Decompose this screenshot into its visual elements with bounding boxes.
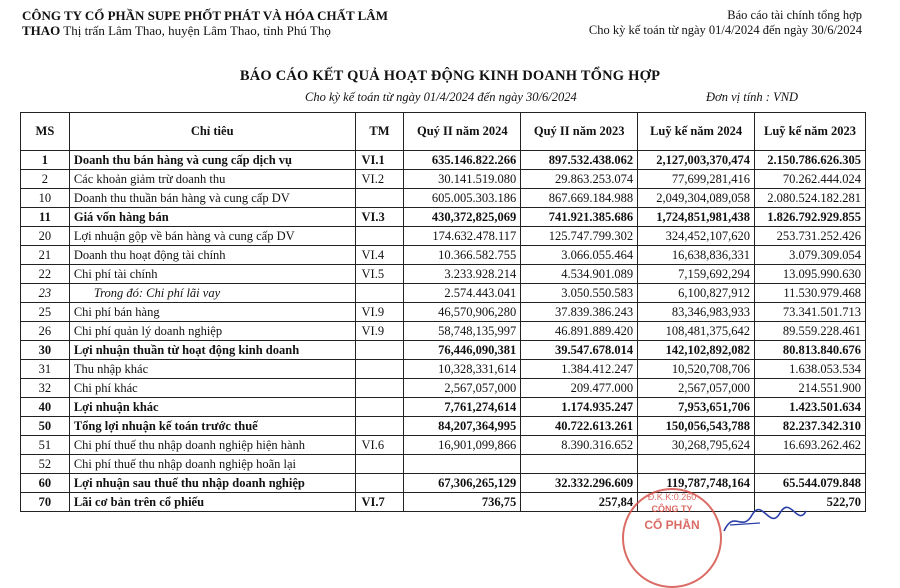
row-tm: [355, 284, 404, 303]
row-q2-2023: 37.839.386.243: [521, 303, 638, 322]
row-name: Chi phí tài chính: [69, 265, 355, 284]
row-q2-2023: 1.384.412.247: [521, 360, 638, 379]
row-tm: [355, 360, 404, 379]
row-lk-2023: 82.237.342.310: [755, 417, 866, 436]
row-ms: 2: [21, 170, 70, 189]
table-row: [21, 227, 866, 246]
row-q2-2024: 58,748,135,997: [404, 322, 521, 341]
subtitle-period: Cho kỳ kế toán từ ngày 01/4/2024 đến ngày 30/6/2024: [305, 90, 577, 104]
table-row: [21, 170, 866, 189]
table-row: [21, 474, 866, 493]
row-ms: 22: [21, 265, 70, 284]
row-lk-2024: 83,346,983,933: [638, 303, 755, 322]
row-tm: [355, 398, 404, 417]
row-name: Các khoản giảm trừ doanh thu: [69, 170, 355, 189]
company-name-cont: THAO: [22, 23, 61, 38]
row-q2-2023: [521, 455, 638, 474]
row-lk-2023: 522,70: [755, 493, 866, 512]
row-ms: 11: [21, 208, 70, 227]
row-ms: 30: [21, 341, 70, 360]
row-ms: 1: [21, 151, 70, 170]
row-name: Doanh thu bán hàng và cung cấp dịch vụ: [69, 151, 355, 170]
row-tm: [355, 379, 404, 398]
report-title: BÁO CÁO KẾT QUẢ HOẠT ĐỘNG KINH DOANH TỔNG HỢP: [239, 68, 661, 84]
row-lk-2023: 13.095.990.630: [755, 265, 866, 284]
row-lk-2024: [638, 455, 755, 474]
company-stamp: [622, 488, 722, 588]
table-row: [21, 360, 866, 379]
row-lk-2024: 6,100,827,912: [638, 284, 755, 303]
row-tm: [355, 341, 404, 360]
row-name: Lãi cơ bản trên cổ phiếu: [69, 493, 355, 512]
row-q2-2023: 8.390.316.652: [521, 436, 638, 455]
row-lk-2024: 324,452,107,620: [638, 227, 755, 246]
row-q2-2024: 84,207,364,995: [404, 417, 521, 436]
row-lk-2023: [755, 455, 866, 474]
row-lk-2023: 65.544.079.848: [755, 474, 866, 493]
row-ms: 50: [21, 417, 70, 436]
row-tm: VI.9: [355, 322, 404, 341]
table-row: [21, 341, 866, 360]
row-tm: VI.1: [355, 151, 404, 170]
address-text: Thị trấn Lâm Thao, huyện Lâm Thao, tỉnh Phú Thọ: [60, 23, 331, 38]
table-row: [21, 284, 866, 303]
row-q2-2024: 30.141.519.080: [404, 170, 521, 189]
row-tm: [355, 227, 404, 246]
col-header-lk-2024: Luỹ kế năm 2024: [638, 113, 755, 151]
row-name: Lợi nhuận thuần từ hoạt động kinh doanh: [69, 341, 355, 360]
row-name: Chi phí thuế thu nhập doanh nghiệp hiện hành: [69, 436, 355, 455]
table-row: [21, 151, 866, 170]
row-ms: 20: [21, 227, 70, 246]
table-row: [21, 246, 866, 265]
row-q2-2024: 3.233.928.214: [404, 265, 521, 284]
row-q2-2023: 29.863.253.074: [521, 170, 638, 189]
row-q2-2023: 125.747.799.302: [521, 227, 638, 246]
row-q2-2024: 430,372,825,069: [404, 208, 521, 227]
row-lk-2023: 11.530.979.468: [755, 284, 866, 303]
table-row: [21, 189, 866, 208]
row-q2-2023: 4.534.901.089: [521, 265, 638, 284]
row-q2-2023: 3.066.055.464: [521, 246, 638, 265]
col-header-q2-2023: Quý II năm 2023: [521, 113, 638, 151]
row-ms: 60: [21, 474, 70, 493]
row-ms: 10: [21, 189, 70, 208]
row-q2-2023: 40.722.613.261: [521, 417, 638, 436]
row-name: Doanh thu hoạt động tài chính: [69, 246, 355, 265]
table-row: [21, 436, 866, 455]
row-q2-2023: 741.921.385.686: [521, 208, 638, 227]
row-lk-2024: 2,049,304,089,058: [638, 189, 755, 208]
row-lk-2024: 77,699,281,416: [638, 170, 755, 189]
table-row: [21, 379, 866, 398]
row-lk-2024: 119,787,748,164: [638, 474, 755, 493]
row-tm: VI.7: [355, 493, 404, 512]
table-row: [21, 322, 866, 341]
row-q2-2023: 3.050.550.583: [521, 284, 638, 303]
report-type: Báo cáo tài chính tổng hợp: [727, 8, 862, 22]
row-lk-2024: 7,953,651,706: [638, 398, 755, 417]
row-ms: 32: [21, 379, 70, 398]
row-lk-2024: 108,481,375,642: [638, 322, 755, 341]
row-name: Thu nhập khác: [69, 360, 355, 379]
col-header-name: Chỉ tiêu: [69, 113, 355, 151]
row-lk-2024: 1,724,851,981,438: [638, 208, 755, 227]
row-q2-2024: 10,328,331,614: [404, 360, 521, 379]
row-q2-2023: 32.332.296.609: [521, 474, 638, 493]
table-row: [21, 455, 866, 474]
row-name: Lợi nhuận khác: [69, 398, 355, 417]
row-lk-2023: 214.551.900: [755, 379, 866, 398]
row-ms: 23: [21, 284, 70, 303]
row-ms: 26: [21, 322, 70, 341]
row-q2-2023: 257,84: [521, 493, 638, 512]
row-tm: VI.3: [355, 208, 404, 227]
row-name: Lợi nhuận sau thuế thu nhập doanh nghiệp: [69, 474, 355, 493]
row-tm: [355, 189, 404, 208]
row-lk-2024: 10,520,708,706: [638, 360, 755, 379]
row-tm: VI.4: [355, 246, 404, 265]
col-header-tm: TM: [355, 113, 404, 151]
row-name: Chi phí khác: [69, 379, 355, 398]
row-q2-2024: [404, 455, 521, 474]
row-name: Chi phí bán hàng: [69, 303, 355, 322]
row-q2-2024: 174.632.478.117: [404, 227, 521, 246]
row-q2-2024: 605.005.303.186: [404, 189, 521, 208]
table-row: [21, 417, 866, 436]
row-lk-2024: 7,159,692,294: [638, 265, 755, 284]
row-q2-2024: 2.574.443.041: [404, 284, 521, 303]
row-lk-2023: 2.080.524.182.281: [755, 189, 866, 208]
row-name: Lợi nhuận gộp về bán hàng và cung cấp DV: [69, 227, 355, 246]
row-q2-2023: 1.174.935.247: [521, 398, 638, 417]
row-lk-2023: 3.079.309.054: [755, 246, 866, 265]
row-name: Chi phí thuế thu nhập doanh nghiệp hoãn lại: [69, 455, 355, 474]
row-lk-2024: 2,127,003,370,474: [638, 151, 755, 170]
row-lk-2023: 73.341.501.713: [755, 303, 866, 322]
row-lk-2023: 1.826.792.929.855: [755, 208, 866, 227]
row-lk-2023: 16.693.262.462: [755, 436, 866, 455]
currency-unit: Đơn vị tính : VND: [706, 90, 799, 104]
signature-mark: [720, 505, 810, 535]
row-ms: 52: [21, 455, 70, 474]
table-row: [21, 303, 866, 322]
col-header-ms: MS: [21, 113, 70, 151]
row-name: Doanh thu thuần bán hàng và cung cấp DV: [69, 189, 355, 208]
company-name: CÔNG TY CỔ PHẦN SUPE PHỐT PHÁT VÀ HÓA CHẤT LÂM: [22, 8, 388, 23]
row-tm: [355, 474, 404, 493]
row-q2-2024: 736,75: [404, 493, 521, 512]
row-lk-2023: 1.423.501.634: [755, 398, 866, 417]
row-q2-2024: 7,761,274,614: [404, 398, 521, 417]
row-lk-2024: 150,056,543,788: [638, 417, 755, 436]
row-lk-2023: 253.731.252.426: [755, 227, 866, 246]
row-ms: 31: [21, 360, 70, 379]
row-q2-2023: 39.547.678.014: [521, 341, 638, 360]
stamp-line2: CỔ PHẦN: [644, 518, 700, 532]
row-tm: VI.6: [355, 436, 404, 455]
income-statement-table: [20, 112, 866, 512]
row-q2-2023: 897.532.438.062: [521, 151, 638, 170]
report-header: [589, 8, 862, 38]
row-lk-2023: 2.150.786.626.305: [755, 151, 866, 170]
row-q2-2024: 76,446,090,381: [404, 341, 521, 360]
table-row: [21, 398, 866, 417]
row-q2-2023: 867.669.184.988: [521, 189, 638, 208]
row-lk-2023: 1.638.053.534: [755, 360, 866, 379]
report-period: Cho kỳ kế toán từ ngày 01/4/2024 đến ngày 30/6/2024: [588, 23, 862, 37]
stamp-line1: CÔNG TY: [651, 504, 693, 514]
row-tm: VI.2: [355, 170, 404, 189]
row-lk-2024: 16,638,836,331: [638, 246, 755, 265]
row-ms: 40: [21, 398, 70, 417]
row-q2-2023: 46.891.889.420: [521, 322, 638, 341]
row-q2-2024: 16,901,099,866: [404, 436, 521, 455]
row-lk-2023: 89.559.228.461: [755, 322, 866, 341]
row-tm: VI.5: [355, 265, 404, 284]
row-ms: 70: [21, 493, 70, 512]
row-name: Tổng lợi nhuận kế toán trước thuế: [69, 417, 355, 436]
company-header: [22, 8, 388, 38]
stamp-reg: Đ.K.K:0.260: [647, 492, 697, 502]
row-q2-2024: 635.146.822.266: [404, 151, 521, 170]
row-tm: [355, 455, 404, 474]
row-lk-2024: 2,567,057,000: [638, 379, 755, 398]
row-tm: VI.9: [355, 303, 404, 322]
row-lk-2024: 142,102,892,082: [638, 341, 755, 360]
table-row: [21, 208, 866, 227]
row-ms: 51: [21, 436, 70, 455]
row-lk-2024: 30,268,795,624: [638, 436, 755, 455]
table-header-row: [21, 113, 866, 151]
table-row: [21, 265, 866, 284]
row-name: Giá vốn hàng bán: [69, 208, 355, 227]
row-q2-2023: 209.477.000: [521, 379, 638, 398]
row-q2-2024: 10.366.582.755: [404, 246, 521, 265]
row-lk-2023: 70.262.444.024: [755, 170, 866, 189]
row-q2-2024: 2,567,057,000: [404, 379, 521, 398]
row-name: Chi phí quản lý doanh nghiệp: [69, 322, 355, 341]
row-ms: 21: [21, 246, 70, 265]
row-tm: [355, 417, 404, 436]
col-header-lk-2023: Luỹ kế năm 2023: [755, 113, 866, 151]
col-header-q2-2024: Quý II năm 2024: [404, 113, 521, 151]
row-name: Trong đó: Chi phí lãi vay: [69, 284, 355, 303]
company-address: [22, 23, 388, 38]
row-lk-2023: 80.813.840.676: [755, 341, 866, 360]
row-ms: 25: [21, 303, 70, 322]
row-q2-2024: 67,306,265,129: [404, 474, 521, 493]
row-q2-2024: 46,570,906,280: [404, 303, 521, 322]
